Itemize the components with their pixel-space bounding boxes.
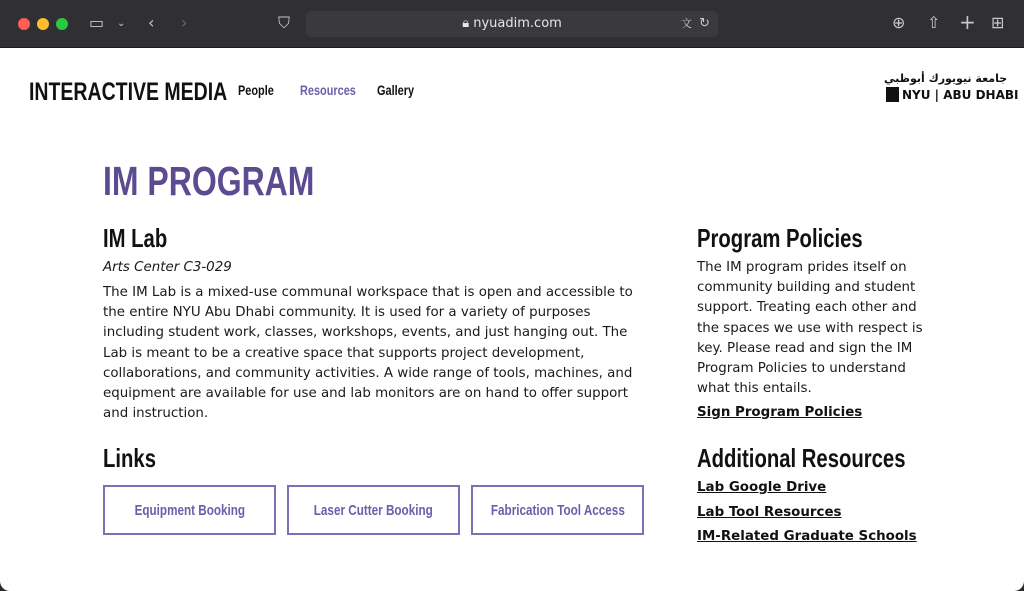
nav-people[interactable]: People bbox=[238, 82, 274, 98]
download-icon[interactable]: ⊕ bbox=[892, 13, 906, 32]
sign-policies-link[interactable]: Sign Program Policies bbox=[697, 405, 863, 420]
browser-toolbar bbox=[0, 0, 1024, 48]
laser-cutter-booking-button[interactable] bbox=[287, 485, 460, 535]
shield-icon[interactable]: ⛉ bbox=[278, 13, 291, 32]
lab-description: The IM Lab is a mixed-use communal workspace that is open and accessible to the entire NYU Abu Dhabi community. It is used for a variety of purposes including student work, classes, workshops, events, and just hanging out. The Lab is meant to be a creative space that supports project development, collaborations, and community activities. A wide range of tools, machines, and equipment are available for use and lab monitors are on hand to offer support and instruction. bbox=[103, 285, 633, 422]
button-label: Laser Cutter Booking bbox=[314, 501, 433, 519]
lab-google-drive-link[interactable]: Lab Google Drive bbox=[697, 480, 827, 495]
url-text: nyuadim.com bbox=[473, 16, 562, 31]
reload-icon[interactable]: ↻ bbox=[699, 16, 710, 31]
lab-heading: IM Lab bbox=[103, 223, 168, 253]
page-title: IM PROGRAM bbox=[103, 158, 315, 204]
back-icon[interactable]: ‹ bbox=[148, 13, 155, 32]
web-page bbox=[0, 48, 1024, 591]
lab-location: Arts Center C3-029 bbox=[103, 260, 232, 275]
maximize-window-button[interactable] bbox=[56, 18, 68, 30]
sidebar-icon[interactable]: ▭ bbox=[89, 13, 105, 32]
nav-gallery[interactable]: Gallery bbox=[377, 82, 415, 98]
address-bar[interactable] bbox=[306, 11, 718, 37]
site-brand[interactable]: INTERACTIVE MEDIA bbox=[29, 78, 228, 106]
logo-text: NYU | ABU DHABI bbox=[902, 87, 1019, 102]
nyu-logo[interactable] bbox=[886, 87, 1018, 102]
minimize-window-button[interactable] bbox=[37, 18, 49, 30]
policies-text: The IM program prides itself on community building and student support. Treating each other and the spaces we use with respect is key. Please read and sign the IM Program Policies to understand what this entails. bbox=[697, 260, 923, 397]
tab-overview-icon[interactable]: ⊞ bbox=[991, 13, 1005, 32]
lab-tool-resources-link[interactable]: Lab Tool Resources bbox=[697, 505, 842, 520]
equipment-booking-button[interactable] bbox=[103, 485, 276, 535]
resources-heading: Additional Resources bbox=[697, 443, 906, 473]
logo-arabic: جامعة نيويورك أبوظبي bbox=[884, 72, 1008, 85]
close-window-button[interactable] bbox=[18, 18, 30, 30]
new-tab-icon[interactable]: + bbox=[959, 10, 976, 34]
chevron-down-icon[interactable]: ⌄ bbox=[117, 18, 126, 29]
lock-icon: 🔒︎ bbox=[462, 16, 474, 31]
links-heading: Links bbox=[103, 443, 156, 473]
nav-resources[interactable]: Resources bbox=[300, 82, 356, 98]
translate-icon[interactable]: 文 bbox=[681, 17, 692, 30]
button-label: Equipment Booking bbox=[134, 501, 245, 519]
forward-icon[interactable]: › bbox=[181, 13, 188, 32]
share-icon[interactable]: ⇧ bbox=[927, 13, 941, 32]
button-label: Fabrication Tool Access bbox=[490, 501, 625, 519]
fabrication-tool-access-button[interactable] bbox=[471, 485, 644, 535]
torch-icon bbox=[886, 87, 899, 102]
policies-heading: Program Policies bbox=[697, 223, 863, 253]
graduate-schools-link[interactable]: IM-Related Graduate Schools bbox=[697, 529, 917, 544]
